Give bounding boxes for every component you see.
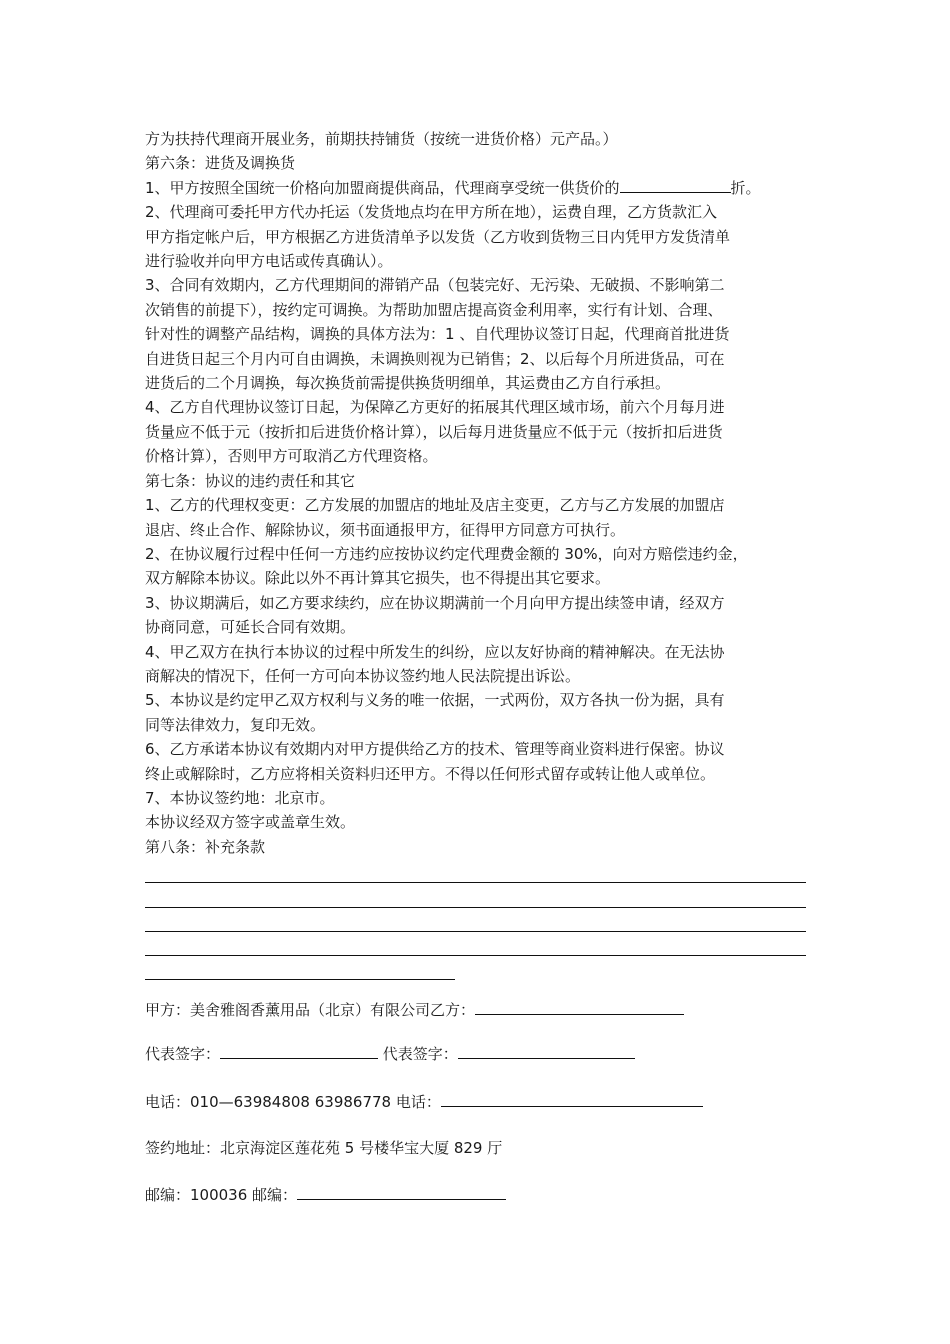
party-line — [145, 998, 684, 1022]
contract-body — [145, 127, 815, 980]
paragraph-line: 进货后的二个月调换，每次换货前需提供换货明细单，其运费由乙方自行承担。 — [145, 374, 671, 393]
paragraph-line: 3、协议期满后，如乙方要求续约，应在协议期满前一个月向甲方提出续签申请，经双方 — [145, 593, 725, 612]
supplementary-terms-blanks — [145, 859, 815, 980]
paragraph-line: 终止或解除时，乙方应将相关资料归还甲方。不得以任何形式留存或转让他人或单位。 — [145, 764, 716, 783]
paragraph-line: 4、甲乙双方在执行本协议的过程中所发生的纠纷，应以友好协商的精神解决。在无法协 — [145, 642, 725, 661]
item1-text: 1、甲方按照全国统一价格向加盟商提供商品，代理商享受统一供货价的 — [145, 178, 620, 197]
paragraph-line: 针对性的调整产品结构，调换的具体方法为：1 、自代理协议签订日起，代理商首批进货 — [145, 325, 730, 344]
section-heading-6: 第六条：进货及调换货 — [145, 154, 296, 173]
paragraph-line-item1 — [145, 176, 815, 200]
paragraph-line: 2、在协议履行过程中任何一方违约应按协议约定代理费金额的 30%，向对方赔偿违约金， — [145, 544, 748, 563]
section-heading-8: 第八条：补充条款 — [145, 837, 266, 856]
paragraph-line: 本协议经双方签字或盖章生效。 — [145, 813, 356, 832]
phone-b-blank — [441, 1090, 703, 1107]
paragraph-line: 双方解除本协议。除此以外不再计算其它损失，也不得提出其它要求。 — [145, 569, 611, 588]
postcode-b-blank — [297, 1183, 506, 1200]
paragraph-line: 同等法律效力，复印无效。 — [145, 715, 326, 734]
paragraph-line: 1、乙方的代理权变更：乙方发展的加盟店的地址及店主变更，乙方与乙方发展的加盟店 — [145, 496, 725, 515]
postcode-label: 邮编：100036 邮编： — [145, 1186, 298, 1204]
section-heading-7: 第七条：协议的违约责任和其它 — [145, 471, 356, 490]
paragraph-line: 进行验收并向甲方电话或传真确认）。 — [145, 252, 393, 271]
paragraph-line: 6、乙方承诺本协议有效期内对甲方提供给乙方的技术、管理等商业资料进行保密。协议 — [145, 740, 725, 759]
discount-blank — [620, 176, 731, 193]
party-a-label: 甲方：美舍雅阁香薰用品（北京）有限公司乙方： — [145, 1001, 476, 1019]
party-b-blank — [475, 998, 684, 1015]
paragraph-line: 3、合同有效期内，乙方代理期间的滞销产品（包装完好、无污染、无破损、不影响第二 — [145, 276, 725, 295]
postcode-line — [145, 1183, 506, 1207]
paragraph-line: 协商同意，可延长合同有效期。 — [145, 618, 356, 637]
paragraph-line: 价格计算），否则甲方可取消乙方代理资格。 — [145, 447, 438, 466]
rep-a-blank — [220, 1042, 378, 1059]
paragraph-line: 自进货日起三个月内可自由调换，未调换则视为已销售；2、以后每个月所进货品，可在 — [145, 349, 725, 368]
paragraph-line: 商解决的情况下，任何一方可向本协议签约地人民法院提出诉讼。 — [145, 666, 581, 685]
phone-label: 电话：010—63984808 63986778 电话： — [145, 1093, 441, 1111]
paragraph-line: 方为扶持代理商开展业务，前期扶持铺货（按统一进货价格）元产品。） — [145, 130, 618, 148]
representative-line — [145, 1042, 635, 1066]
paragraph-line: 2、代理商可委托甲方代办托运（发货地点均在甲方所在地），运费自理，乙方货款汇入 — [145, 203, 718, 222]
paragraph-line: 5、本协议是约定甲乙双方权利与义务的唯一依据，一式两份，双方各执一份为据，具有 — [145, 691, 725, 710]
blank-rule — [145, 932, 806, 956]
rep-a-label: 代表签字： — [145, 1045, 221, 1063]
rep-b-blank — [458, 1042, 635, 1059]
paragraph-line: 7、本协议签约地：北京市。 — [145, 788, 335, 807]
blank-rule — [145, 956, 455, 980]
blank-rule — [145, 883, 806, 907]
rep-b-label: 代表签字： — [382, 1045, 458, 1063]
paragraph-line: 次销售的前提下），按约定可调换。为帮助加盟店提高资金利用率，实行有计划、合理、 — [145, 300, 723, 319]
blank-rule — [145, 908, 806, 932]
paragraph-line: 甲方指定帐户后，甲方根据乙方进货清单予以发货（乙方收到货物三日内凭甲方发货清单 — [145, 227, 731, 246]
item1-suffix: 折。 — [730, 178, 761, 197]
paragraph-line: 货量应不低于元（按折扣后进货价格计算），以后每月进货量应不低于元（按折扣后进货 — [145, 422, 723, 441]
paragraph-line: 退店、终止合作、解除协议，须书面通报甲方，征得甲方同意方可执行。 — [145, 520, 626, 539]
address-line — [145, 1136, 502, 1160]
paragraph-line: 4、乙方自代理协议签订日起，为保障乙方更好的拓展其代理区域市场，前六个月每月进 — [145, 398, 725, 417]
phone-line — [145, 1090, 703, 1114]
address-label: 签约地址：北京海淀区莲花苑 5 号楼华宝大厦 829 厅 — [145, 1139, 503, 1157]
blank-rule — [145, 859, 806, 883]
